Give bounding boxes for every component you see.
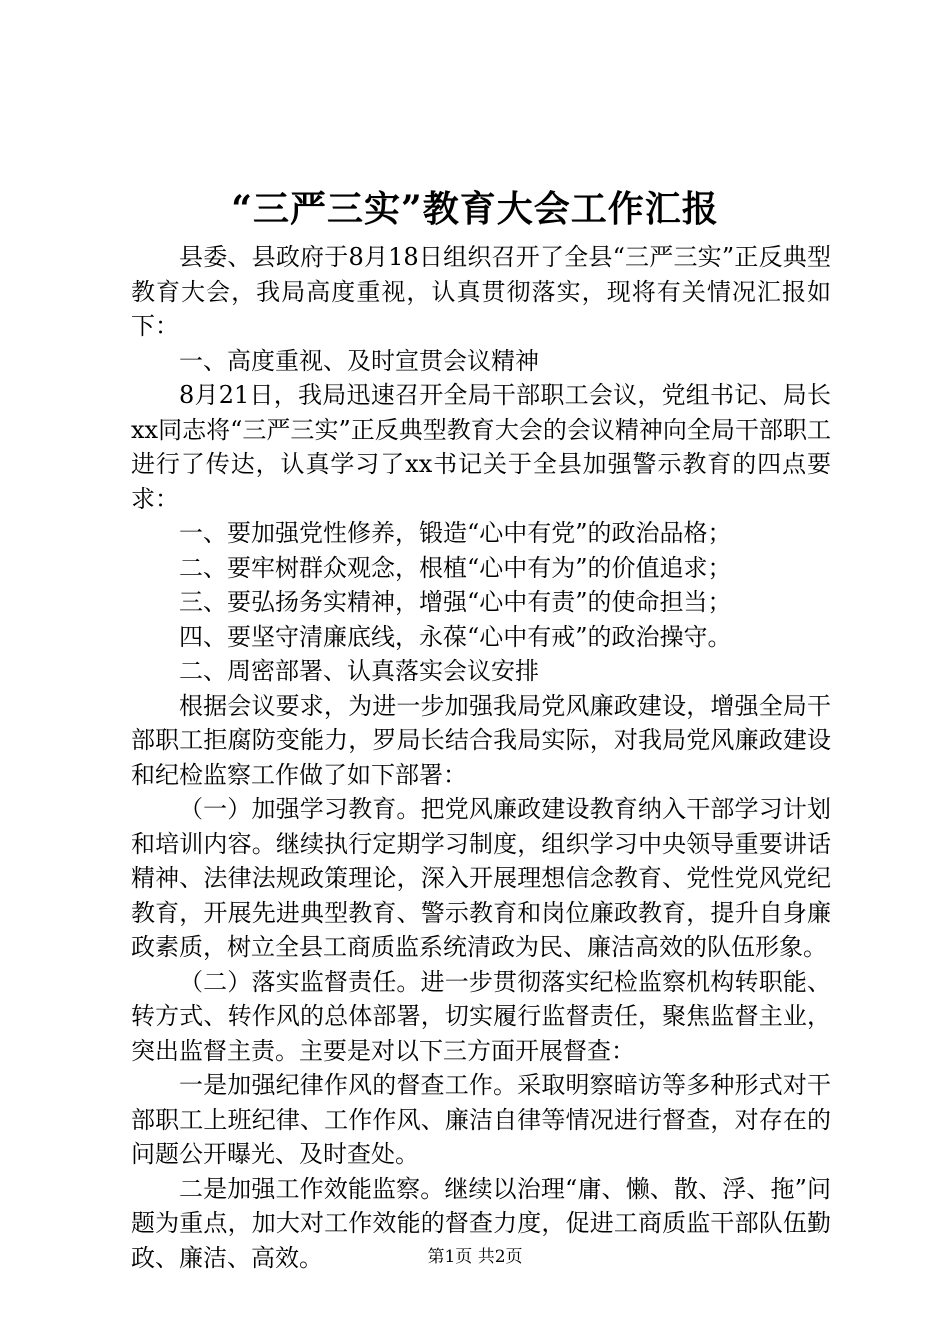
list-item: 三、要弘扬务实精神，增强“心中有责”的使命担当； [179, 588, 732, 616]
document-title: “三严三实”教育大会工作汇报 [231, 188, 719, 230]
paragraph: 8月21日，我局迅速召开全局干部职工会议，党组书记、局长xx同志将“三严三实”正反典型教育大会的会议精神向全局干部职工进行了传达，认真学习了xx书记关于全县加强警示教育的四点要求： [131, 381, 831, 513]
paragraph: （二）落实监督责任。进一步贯彻落实纪检监察机构转职能、转方式、转作风的总体部署，切实履行监督责任，聚焦监督主业，突出监督主责。主要是对以下三方面开展督查： [131, 967, 831, 1065]
paragraph: 一是加强纪律作风的督查工作。采取明察暗访等多种形式对干部职工上班纪律、工作作风、廉洁自律等情况进行督查，对存在的问题公开曝光、及时查处。 [131, 1071, 831, 1168]
page-footer: 第1页 共2页 [427, 1247, 523, 1267]
paragraph: 根据会议要求，为进一步加强我局党风廉政建设，增强全局干部职工拒腐防变能力，罗局长结合我局实际，对我局党风廉政建设和纪检监察工作做了如下部署： [131, 691, 831, 789]
list-item: 一、要加强党性修养，锻造“心中有党”的政治品格； [179, 519, 732, 547]
section-heading: 二、周密部署、认真落实会议安排 [179, 657, 539, 685]
list-item: 四、要坚守清廉底线，永葆“心中有戒”的政治操守。 [179, 622, 732, 651]
document-body [131, 240, 831, 1275]
list-item: 二、要牢树群众观念，根植“心中有为”的价值追求； [179, 553, 732, 582]
paragraph: 二是加强工作效能监察。继续以治理“庸、懒、散、浮、拖”问题为重点，加大对工作效能的督查力度，促进工商质监干部队伍勤政、廉洁、高效。 [131, 1174, 831, 1272]
paragraph: （一）加强学习教育。把党风廉政建设教育纳入干部学习计划和培训内容。继续执行定期学习制度，组织学习中央领导重要讲话精神、法律法规政策理论，深入开展理想信念教育、党性党风党纪教育，开展先进典型教育、警示教育和岗位廉政教育，提升自身廉政素质，树立全县工商质监系统清政为民、廉洁高效的队伍形象。 [131, 795, 831, 961]
paragraph: 县委、县政府于8月18日组织召开了全县“三严三实”正反典型教育大会，我局高度重视，认真贯彻落实，现将有关情况汇报如下： [131, 243, 831, 340]
section-heading: 一、高度重视、及时宣贯会议精神 [179, 346, 539, 375]
